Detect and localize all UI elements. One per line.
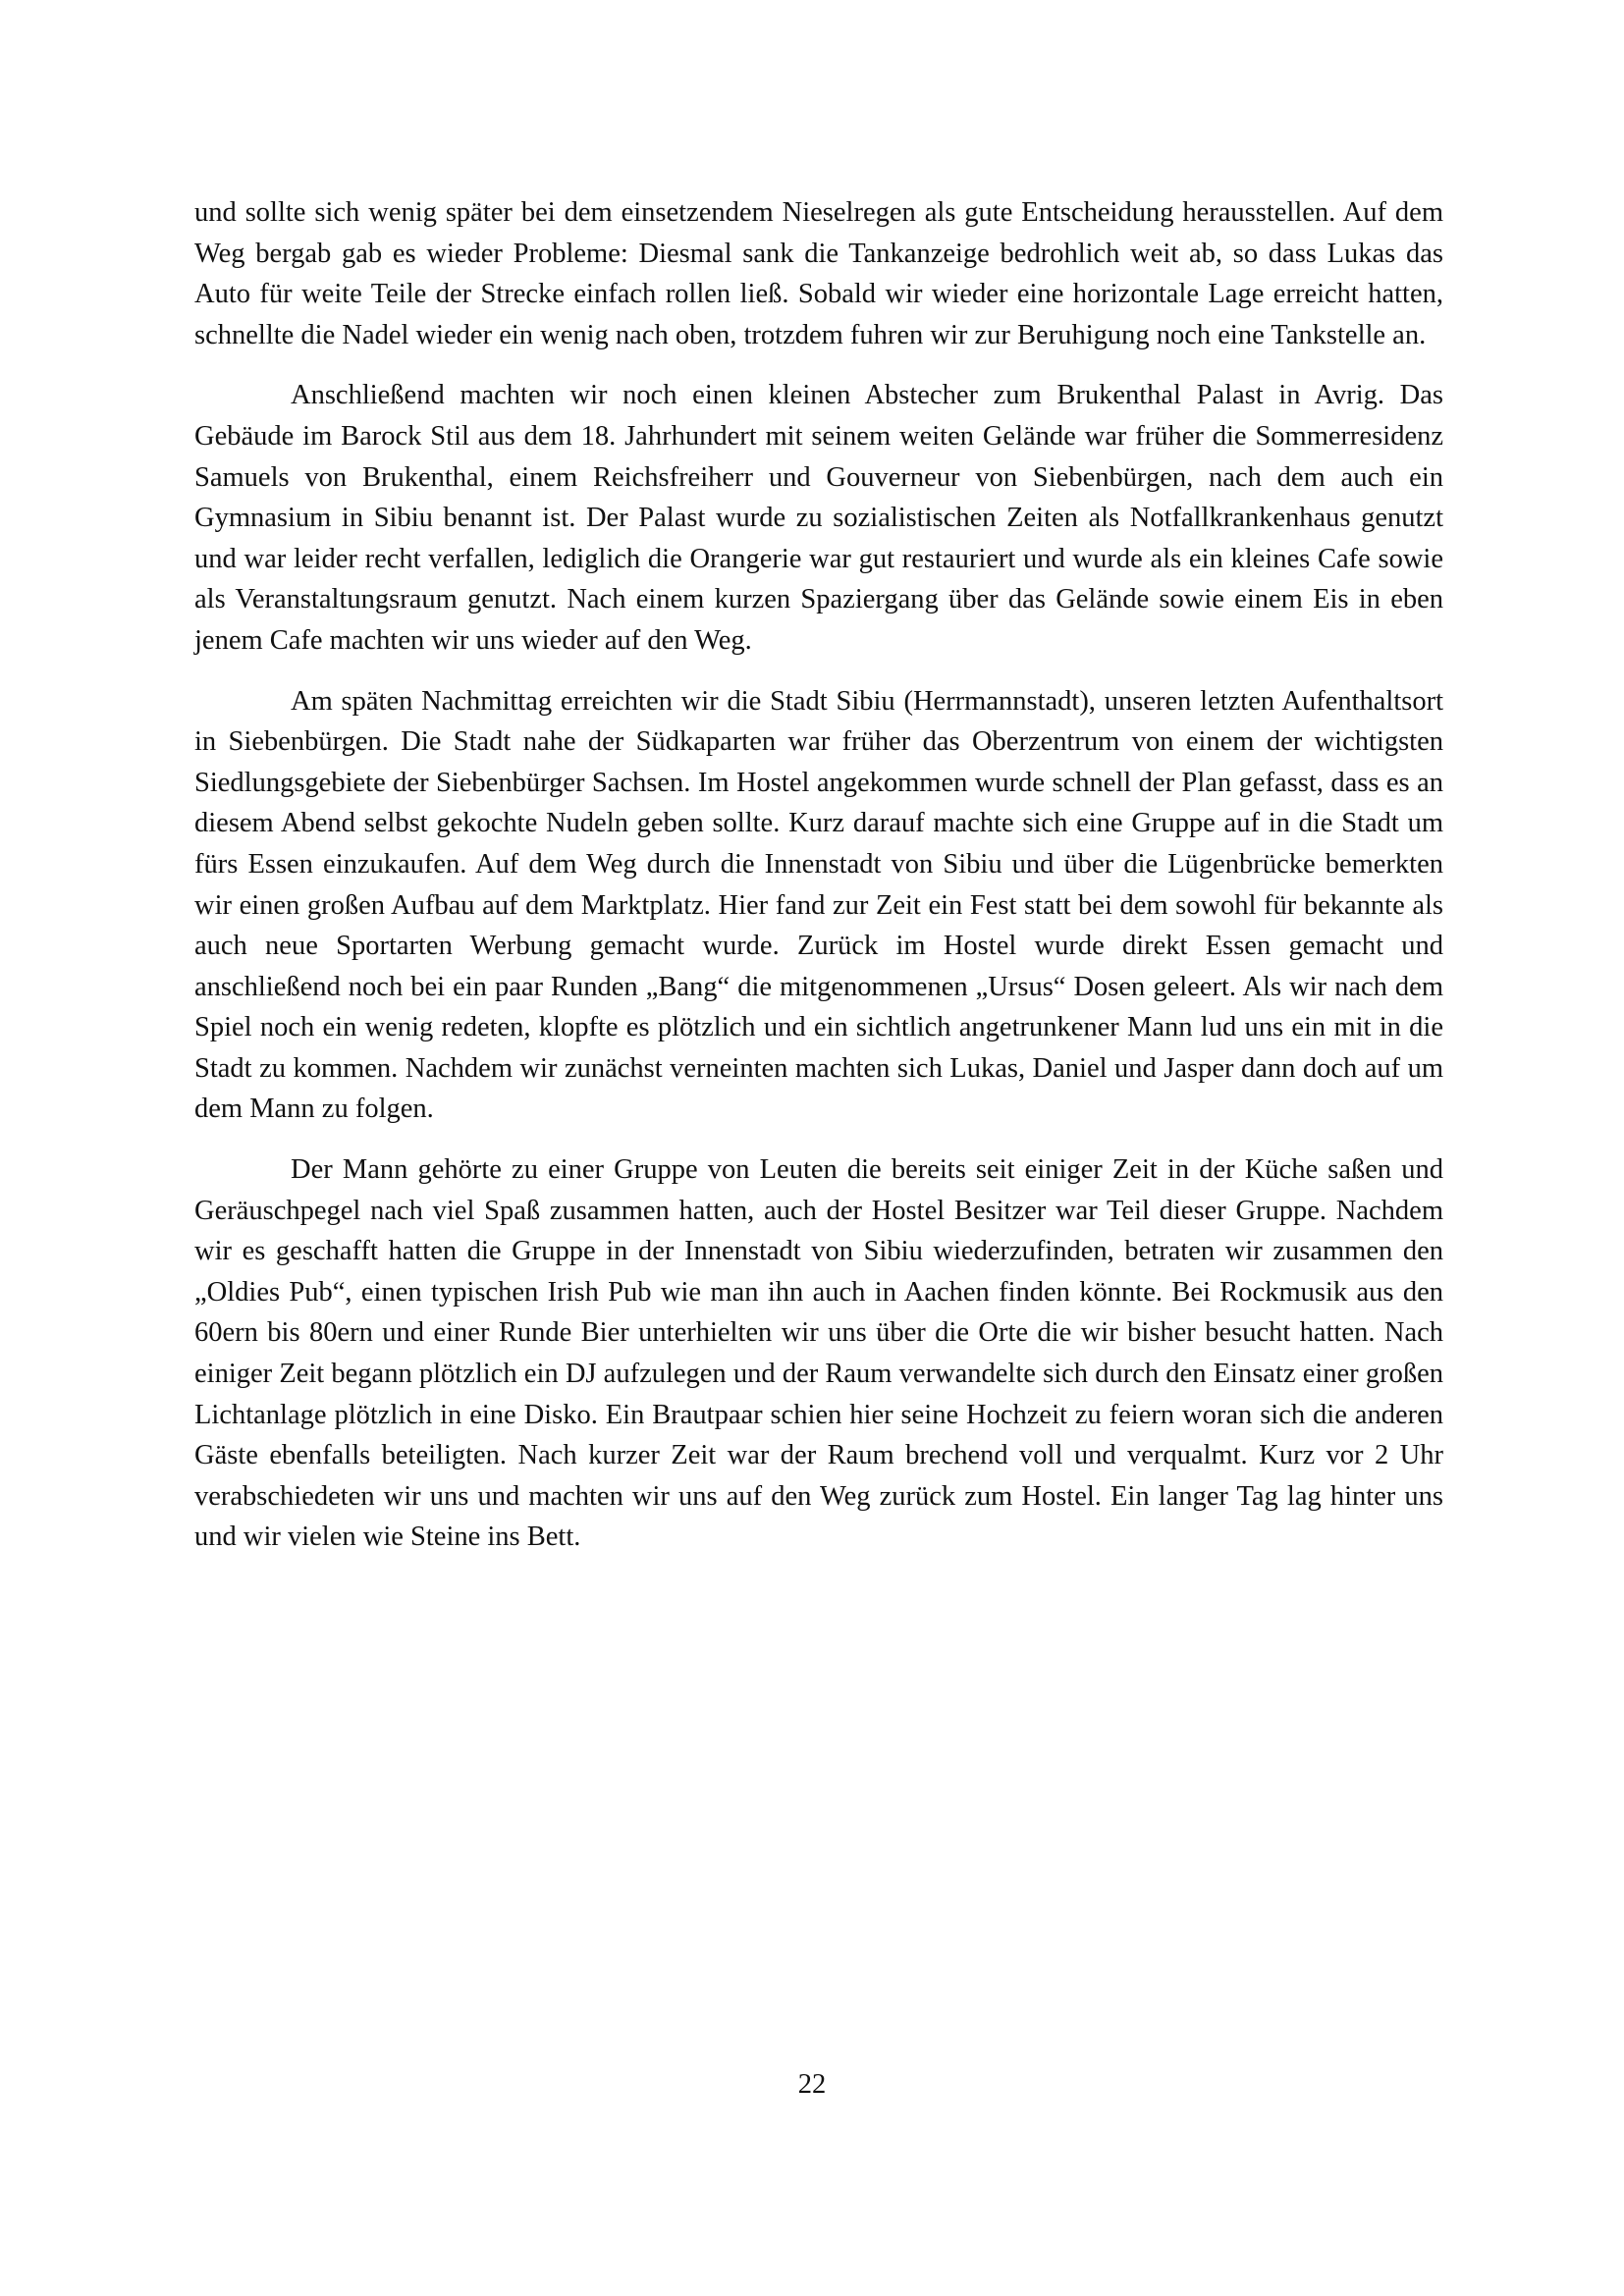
paragraph-4: Der Mann gehörte zu einer Gruppe von Leuten die bereits seit einiger Zeit in der Küche saßen und Geräuschpegel nach viel Spaß zusammen hatten, auch der Hostel Besitzer war Teil dieser Gruppe. Nachdem wir es geschafft hatten die Gruppe in der Innenstadt von Sibiu wiederzufinden, betraten wir zusammen den „Oldies Pub“, einen typischen Irish Pub wie man ihn auch in Aachen finden könnte. Bei Rockmusik aus den 60ern bis 80ern und einer Runde Bier unterhielten wir uns über die Orte die wir bisher besucht hatten. Nach einiger Zeit begann plötzlich ein DJ aufzulegen und der Raum verwandelte sich durch den Einsatz einer großen Lichtanlage plötzlich in eine Disko. Ein Brautpaar schien hier seine Hochzeit zu feiern woran sich die anderen Gäste ebenfalls beteiligten. Nach kurzer Zeit war der Raum brechend voll und verqualmt. Kurz vor 2 Uhr verabschiedeten wir uns und machten wir uns auf den Weg zurück zum Hostel. Ein langer Tag lag hinter uns und wir vielen wie Steine ins Bett. xyxy=(194,1154,1443,1553)
paragraph-2: Anschließend machten wir noch einen kleinen Abstecher zum Brukenthal Palast in Avrig. Das Gebäude im Barock Stil aus dem 18. Jahrhundert mit seinem weiten Gelände war früher die Sommerresidenz Samuels von Brukenthal, einem Reichsfreiherr und Gouverneur von Siebenbürgen, nach dem auch ein Gymnasium in Sibiu benannt ist. Der Palast wurde zu sozialistischen Zeiten als Notfallkrankenhaus genutzt und war leider recht verfallen, lediglich die Orangerie war gut restauriert und wurde als ein kleines Cafe sowie als Veranstaltungsraum genutzt. Nach einem kurzen Spaziergang über das Gelände sowie einem Eis in eben jenem Cafe machten wir uns wieder auf den Weg. xyxy=(194,380,1443,656)
page-number: 22 xyxy=(797,2069,827,2100)
body-text xyxy=(194,192,1443,1577)
paragraph-1: und sollte sich wenig später bei dem einsetzendem Nieselregen als gute Entscheidung herausstellen. Auf dem Weg bergab gab es wieder Probleme: Diesmal sank die Tankanzeige bedrohlich weit ab, so dass Lukas das Auto für weite Teile der Strecke einfach rollen ließ. Sobald wir wieder eine horizontale Lage erreicht hatten, schnellte die Nadel wieder ein wenig nach oben, trotzdem fuhren wir zur Beruhigung noch eine Tankstelle an. xyxy=(194,197,1443,350)
paragraph-3: Am späten Nachmittag erreichten wir die Stadt Sibiu (Herrmannstadt), unseren letzten Aufenthaltsort in Siebenbürgen. Die Stadt nahe der Südkaparten war früher das Oberzentrum von einem der wichtigsten Siedlungsgebiete der Siebenbürger Sachsen. Im Hostel angekommen wurde schnell der Plan gefasst, dass es an diesem Abend selbst gekochte Nudeln geben sollte. Kurz darauf machte sich eine Gruppe auf in die Stadt um fürs Essen einzukaufen. Auf dem Weg durch die Innenstadt von Sibiu und über die Lügenbrücke bemerkten wir einen großen Aufbau auf dem Marktplatz. Hier fand zur Zeit ein Fest statt bei dem sowohl für bekannte als auch neue Sportarten Werbung gemacht wurde. Zurück im Hostel wurde direkt Essen gemacht und anschließend noch bei ein paar Runden „Bang“ die mitgenommenen „Ursus“ Dosen geleert. Als wir nach dem Spiel noch ein wenig redeten, klopfte es plötzlich und ein sichtlich angetrunkener Mann lud uns ein mit in die Stadt zu kommen. Nachdem wir zunächst verneinten machten sich Lukas, Daniel und Jasper dann doch auf um dem Mann zu folgen. xyxy=(194,685,1443,1125)
